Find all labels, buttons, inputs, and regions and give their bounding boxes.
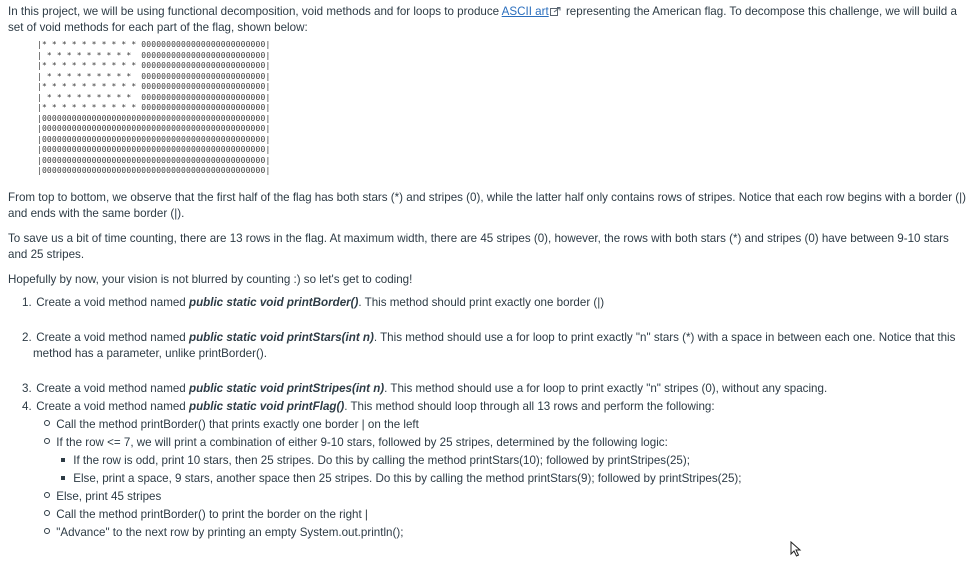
substep-text: Call the method printBorder() to print the border on the right | xyxy=(56,507,368,521)
square-bullet-icon xyxy=(61,458,65,462)
step-text: . This method should loop through all 13 rows and perform the following: xyxy=(344,399,715,413)
ascii-flag: |* * * * * * * * * * 0000000000000000000000000| | * * * * * * * * * 0000000000000000000000000| |* * * * * * * * * * 0000000000000000000000000| | * * * * * * * * * 0000000000000000000000000| |* * * * * * * * * * 0000000000000000000000000| | * * * * * * * * * 0000000000000000000000000| |* * * * * * * * * * 0000000000000000000000000| |000000000000000000000000000000000000000000000| |000000000000000000000000000000000000000000000| |000000000000000000000000000000000000000000000| |000000000000000000000000000000000000000000000| |000000000000000000000000000000000000000000000| |000000000000000000000000000000000000000000000| xyxy=(37,40,271,175)
ascii-art-link[interactable]: ASCII art xyxy=(501,5,549,18)
intro-paragraph xyxy=(8,4,966,36)
step-number: 2. xyxy=(22,330,32,344)
method-signature: public static void printBorder() xyxy=(188,295,359,309)
intro-text-start: In this project, we will be using functional decomposition, void methods and for loops to produce xyxy=(8,5,502,18)
substep-row-condition xyxy=(44,435,966,451)
step-text: Create a void method named xyxy=(36,295,189,309)
assignment-content xyxy=(8,4,966,541)
paragraph-observation: From top to bottom, we observe that the first half of the flag has both stars (*) and stripes (0), while the latter half only contains rows of stripes. Notice that each row begins with a border (|) and ends with the same border (|). xyxy=(8,190,967,220)
square-bullet-icon xyxy=(61,476,65,480)
substep-left-border xyxy=(44,417,966,433)
paragraph-coding: Hopefully by now, your vision is not blurred by counting :) so let's get to coding! xyxy=(8,272,413,286)
mouse-cursor-icon xyxy=(790,541,802,557)
substep-even-row xyxy=(61,471,966,487)
substep-text: Else, print a space, 9 stars, another space then 25 stripes. Do this by calling the method printStars(9); followed by printStripes(25); xyxy=(73,471,742,485)
step-text: . This method should print exactly one border (|) xyxy=(358,295,605,309)
step-text: . This method should use a for loop to print exactly "n" stripes (0), without any spacing. xyxy=(384,381,828,395)
step-text: Create a void method named xyxy=(36,399,189,413)
step-number: 4. xyxy=(22,399,32,413)
substep-text: If the row is odd, print 10 stars, then 25 stripes. Do this by calling the method printStars(10); followed by printStripes(25); xyxy=(73,453,690,467)
circle-bullet-icon xyxy=(44,438,50,444)
paragraph-counting: To save us a bit of time counting, there are 13 rows in the flag. At maximum width, there are 45 stripes (0), however, the rows with both stars (*) and stripes (0) have between 9-10 stars and 25 stripes. xyxy=(8,231,949,261)
method-signature: public static void printFlag() xyxy=(188,399,345,413)
step-text: Create a void method named xyxy=(36,381,189,395)
substep-else-stripes xyxy=(44,489,966,505)
step-3 xyxy=(22,381,966,397)
circle-bullet-icon xyxy=(44,492,50,498)
method-signature: public static void printStars(int n) xyxy=(188,330,374,344)
substep-text: "Advance" to the next row by printing an empty System.out.println(); xyxy=(56,525,404,539)
method-signature: public static void printStripes(int n) xyxy=(188,381,385,395)
circle-bullet-icon xyxy=(44,420,50,426)
substep-advance-row xyxy=(44,525,966,541)
circle-bullet-icon xyxy=(44,510,50,516)
step-number: 1. xyxy=(22,295,32,309)
circle-bullet-icon xyxy=(44,528,50,534)
step-2 xyxy=(22,330,966,346)
step-1 xyxy=(22,295,966,311)
step-2-continuation: method has a parameter, unlike printBorder(). xyxy=(33,346,267,360)
step-4 xyxy=(22,399,966,415)
steps-list xyxy=(8,295,966,541)
step-text: Create a void method named xyxy=(36,330,189,344)
substep-text: Call the method printBorder() that prints exactly one border | on the left xyxy=(56,417,419,431)
substep-text: Else, print 45 stripes xyxy=(56,489,162,503)
substep-right-border xyxy=(44,507,966,523)
substep-text: If the row <= 7, we will print a combination of either 9-10 stars, followed by 25 stripes, determined by the following logic: xyxy=(56,435,668,449)
step-number: 3. xyxy=(22,381,32,395)
external-link-icon[interactable] xyxy=(550,7,561,16)
step-text: . This method should use a for loop to print exactly "n" stars (*) with a space in between each one. Notice that this xyxy=(373,330,956,344)
intro-text-end: representing the American flag. To decompose this challenge, we will build a set of void methods for each part of the flag, shown below: xyxy=(8,5,957,34)
substep-odd-row xyxy=(61,453,966,469)
